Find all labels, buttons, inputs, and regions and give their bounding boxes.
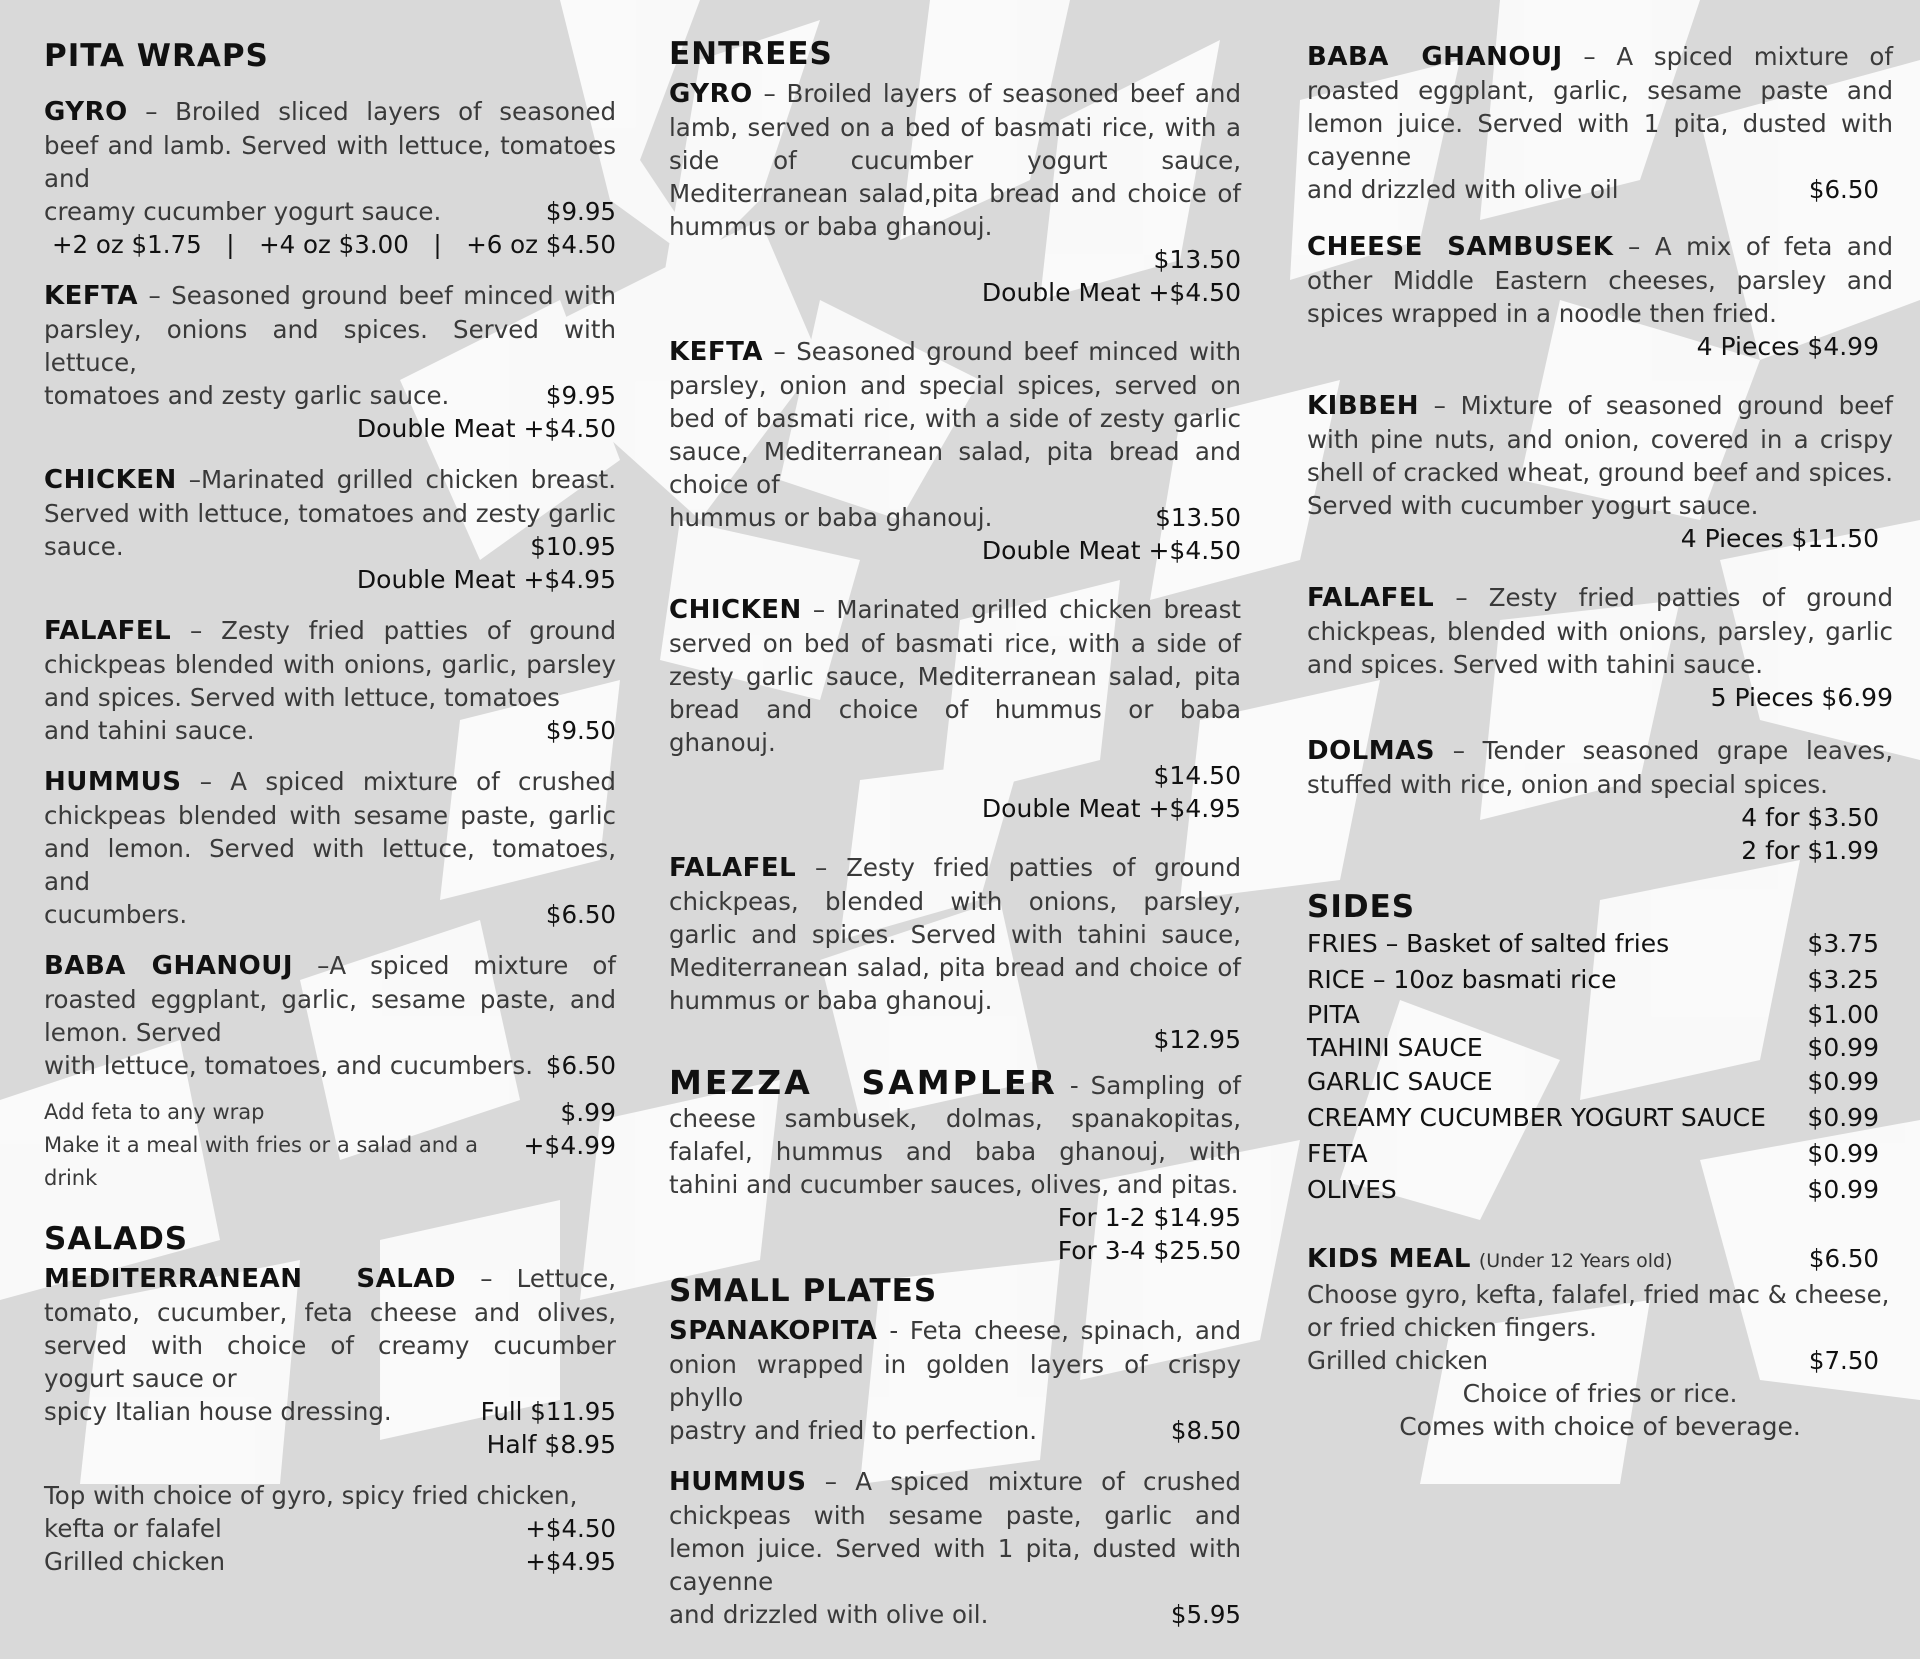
item-price: $9.95 bbox=[545, 197, 616, 227]
item-name: KEFTA bbox=[669, 337, 764, 368]
item-description-end: and drizzled with olive oil. bbox=[669, 1600, 989, 1630]
side-price: $0.99 bbox=[1807, 1139, 1879, 1169]
list-item bbox=[1307, 1064, 1893, 1100]
price-for-3-4: For 3-4 $25.50 bbox=[1057, 1236, 1241, 1266]
menu-item-spanakopita bbox=[669, 1314, 1241, 1447]
side-price: $0.99 bbox=[1807, 1067, 1879, 1097]
price-2-pieces: 2 for $1.99 bbox=[1741, 836, 1879, 865]
menu-item-falafel-plate bbox=[1307, 581, 1893, 714]
item-description-end: cucumbers. bbox=[44, 900, 188, 930]
side-name: GARLIC SAUCE bbox=[1307, 1067, 1493, 1097]
item-description: – A spiced mixture of roasted eggplant, garlic, sesame paste and lemon juice. Served with 1 pita, dusted with cayenne bbox=[1307, 42, 1893, 171]
meat-size-options bbox=[44, 228, 616, 261]
item-description: – Seasoned ground beef minced with parsley, onions and spices. Served with lettuce, bbox=[44, 281, 616, 378]
side-price: $0.99 bbox=[1807, 1175, 1879, 1205]
menu-item-chicken-wrap bbox=[44, 463, 616, 596]
menu-item-falafel-entree bbox=[669, 851, 1241, 1056]
item-name: FALAFEL bbox=[1307, 583, 1435, 613]
menu-item-falafel-wrap bbox=[44, 614, 616, 747]
item-description: – A spiced mixture of crushed chickpeas with sesame paste, garlic and lemon juice. Served with 1 pita, dusted with cayenne bbox=[669, 1467, 1241, 1597]
double-meat-price: Double Meat +$4.95 bbox=[356, 565, 616, 595]
menu-item-gyro-entree bbox=[669, 77, 1241, 309]
side-name: FRIES – Basket of salted fries bbox=[1307, 929, 1670, 959]
item-description: – Broiled layers of seasoned beef and lamb, served on a bed of basmati rice, with a side of cucumber yogurt sauce, Mediterranean salad,pita bread and choice of hummus or baba ghanouj. bbox=[669, 79, 1241, 242]
half-price: Half $8.95 bbox=[486, 1430, 616, 1460]
item-name: KEFTA bbox=[44, 281, 139, 312]
kids-meal-description: Choose gyro, kefta, falafel, fried mac & cheese, or fried chicken fingers. bbox=[1307, 1280, 1890, 1343]
item-price: $14.50 bbox=[1153, 761, 1241, 791]
item-price: $6.50 bbox=[545, 1051, 616, 1081]
item-price: 4 Pieces $11.50 bbox=[1680, 524, 1879, 553]
item-description-end: creamy cucumber yogurt sauce. bbox=[44, 197, 442, 227]
menu-item-kefta-wrap bbox=[44, 279, 616, 445]
item-name: CHICKEN bbox=[669, 595, 802, 626]
salads-heading: SALADS bbox=[44, 1221, 189, 1258]
column-left bbox=[44, 38, 616, 1578]
item-description: - Sampling of cheese sambusek, dolmas, spanakopitas, falafel, hummus and baba ghanouj, with tahini and cucumber sauces, olives, and pitas. bbox=[669, 1071, 1241, 1200]
side-price: $0.99 bbox=[1807, 1033, 1879, 1063]
side-price: $0.99 bbox=[1807, 1103, 1879, 1133]
list-item bbox=[1307, 1031, 1893, 1064]
item-description: – Broiled sliced layers of seasoned beef and lamb. Served with lettuce, tomatoes and bbox=[44, 97, 616, 194]
item-description: – Lettuce, tomato, cucumber, feta cheese and olives, served with choice of creamy cucumber yogurt sauce or bbox=[44, 1264, 616, 1394]
addon-feta bbox=[44, 1096, 616, 1129]
item-name: BABA GHANOUJ bbox=[44, 951, 294, 982]
item-description-end: with lettuce, tomatoes, and cucumbers. bbox=[44, 1051, 533, 1081]
side-name: OLIVES bbox=[1307, 1175, 1397, 1205]
item-description: –Marinated grilled chicken breast. Served with lettuce, tomatoes and zesty garlic bbox=[44, 465, 617, 529]
item-description: – A mix of feta and other Middle Eastern cheeses, parsley and spices wrapped in a noodle then fried. bbox=[1307, 232, 1893, 328]
kids-beverage-note: Comes with choice of beverage. bbox=[1399, 1412, 1801, 1442]
kids-age-note: (Under 12 Years old) bbox=[1478, 1250, 1673, 1273]
double-meat-price: Double Meat +$4.50 bbox=[981, 536, 1241, 566]
size-option: +6 oz $4.50 bbox=[466, 230, 616, 260]
salad-topping-note bbox=[44, 1479, 616, 1512]
item-description-end: and tahini sauce. bbox=[44, 716, 255, 746]
separator: | bbox=[226, 230, 235, 260]
double-meat-price: Double Meat +$4.50 bbox=[981, 278, 1241, 308]
list-item bbox=[1307, 1136, 1893, 1172]
item-name: MEZZA SAMPLER bbox=[669, 1063, 1058, 1103]
size-option: +2 oz $1.75 bbox=[52, 230, 202, 260]
side-name: PITA bbox=[1307, 1000, 1360, 1030]
kids-meal-price: $6.50 bbox=[1808, 1244, 1879, 1274]
list-item bbox=[1307, 998, 1893, 1031]
item-price: $12.95 bbox=[1153, 1025, 1241, 1055]
item-description-end: sauce. bbox=[44, 532, 124, 562]
item-description-end: pastry and fried to perfection. bbox=[669, 1416, 1038, 1446]
item-price: $9.50 bbox=[545, 716, 616, 746]
menu-item-hummus-wrap bbox=[44, 765, 616, 931]
menu-item-kibbeh bbox=[1307, 389, 1893, 555]
list-item bbox=[1307, 1172, 1893, 1208]
item-name: GYRO bbox=[669, 79, 753, 110]
item-description: –A spiced mixture of roasted eggplant, garlic, sesame paste, and lemon. Served bbox=[44, 951, 616, 1048]
addon-price: +$4.99 bbox=[523, 1131, 616, 1161]
item-price: $6.50 bbox=[1808, 175, 1879, 204]
salad-topping-option bbox=[44, 1512, 616, 1545]
side-name: FETA bbox=[1307, 1139, 1368, 1169]
entrees-heading: ENTREES bbox=[669, 36, 833, 72]
menu-item-chicken-entree bbox=[669, 593, 1241, 825]
item-price: $9.95 bbox=[545, 381, 616, 411]
item-description: – Zesty fried patties of ground chickpeas, blended with onions, parsley, garlic and spices. Served with tahini sauce, Mediterranean salad, pita bread and choice of hummus or baba ghanouj. bbox=[669, 853, 1241, 1016]
item-name: SPANAKOPITA bbox=[669, 1316, 878, 1347]
full-price: Full $11.95 bbox=[480, 1397, 616, 1427]
item-description: - Feta cheese, spinach, and onion wrapped in golden layers of crispy phyllo bbox=[669, 1316, 1241, 1413]
side-price: $3.25 bbox=[1807, 965, 1879, 995]
kids-side-note: Choice of fries or rice. bbox=[1462, 1379, 1738, 1409]
side-price: $3.75 bbox=[1807, 929, 1879, 959]
menu-item-cheese-sambusek bbox=[1307, 230, 1893, 363]
topping-text: Grilled chicken bbox=[44, 1547, 226, 1577]
item-description: – Tender seasoned grape leaves, stuffed with rice, onion and special spices. bbox=[1307, 736, 1893, 799]
menu-item-mediterranean-salad bbox=[44, 1262, 616, 1461]
item-description-end: and drizzled with olive oil bbox=[1307, 175, 1619, 204]
side-name: TAHINI SAUCE bbox=[1307, 1033, 1483, 1063]
sides-heading: SIDES bbox=[1307, 889, 1416, 925]
menu-item-gyro-wrap bbox=[44, 95, 616, 261]
menu-item-kefta-entree bbox=[669, 335, 1241, 567]
side-name: RICE – 10oz basmati rice bbox=[1307, 965, 1617, 995]
item-description: – Marinated grilled chicken breast served on bed of basmati rice, with a side of zesty garlic sauce, Mediterranean salad, pita bread and choice of hummus or baba ghanouj. bbox=[669, 595, 1241, 758]
item-name: HUMMUS bbox=[44, 767, 182, 798]
item-price: $6.50 bbox=[545, 900, 616, 930]
topping-price: +$4.50 bbox=[525, 1514, 616, 1544]
item-name: HUMMUS bbox=[669, 1467, 807, 1498]
item-name: GYRO bbox=[44, 97, 128, 128]
item-description: – Zesty fried patties of ground chickpeas blended with onions, garlic, parsley and spices. Served with lettuce, tomatoes bbox=[44, 616, 616, 713]
double-meat-price: Double Meat +$4.50 bbox=[356, 414, 616, 444]
sides-list bbox=[1307, 926, 1893, 1208]
addon-text: Make it a meal with fries or a salad and a drink bbox=[44, 1133, 478, 1191]
item-name: FALAFEL bbox=[669, 853, 797, 884]
item-name: CHEESE SAMBUSEK bbox=[1307, 232, 1614, 262]
menu-item-hummus-plate bbox=[669, 1465, 1241, 1631]
item-price: 5 Pieces $6.99 bbox=[1710, 683, 1893, 712]
topping-text: Top with choice of gyro, spicy fried chicken, bbox=[44, 1481, 578, 1511]
salad-topping-option bbox=[44, 1545, 616, 1578]
side-name: CREAMY CUCUMBER YOGURT SAUCE bbox=[1307, 1103, 1766, 1133]
list-item bbox=[1307, 1100, 1893, 1136]
item-description: – Seasoned ground beef minced with parsley, onion and special spices, served on bed of basmati rice, with a side of zesty garlic sauce, Mediterranean salad, pita bread and choice of bbox=[669, 337, 1241, 500]
item-description-end: spicy Italian house dressing. bbox=[44, 1397, 392, 1427]
column-right bbox=[1307, 40, 1893, 1443]
item-description-end: hummus or baba ghanouj. bbox=[669, 503, 993, 533]
addon-text: Add feta to any wrap bbox=[44, 1100, 265, 1125]
kids-grilled-price: $7.50 bbox=[1808, 1346, 1879, 1376]
addon-meal bbox=[44, 1129, 616, 1195]
separator: | bbox=[433, 230, 442, 260]
menu-item-mezza-sampler bbox=[669, 1063, 1241, 1267]
item-name: BABA GHANOUJ bbox=[1307, 42, 1563, 72]
item-name: FALAFEL bbox=[44, 616, 172, 647]
item-price: $13.50 bbox=[1155, 503, 1241, 533]
menu-item-baba-ghanouj-plate bbox=[1307, 40, 1893, 206]
double-meat-price: Double Meat +$4.95 bbox=[981, 794, 1241, 824]
item-price: $8.50 bbox=[1170, 1416, 1241, 1446]
item-price: $5.95 bbox=[1170, 1600, 1241, 1630]
side-price: $1.00 bbox=[1807, 1000, 1879, 1030]
item-description: – A spiced mixture of crushed chickpeas blended with sesame paste, garlic and lemon. Served with lettuce, tomatoes, and bbox=[44, 767, 616, 897]
item-description: – Zesty fried patties of ground chickpeas, blended with onions, parsley, garlic and spices. Served with tahini sauce. bbox=[1307, 583, 1893, 679]
list-item bbox=[1307, 962, 1893, 998]
topping-price: +$4.95 bbox=[525, 1547, 616, 1577]
list-item bbox=[1307, 926, 1893, 962]
item-description: – Mixture of seasoned ground beef with pine nuts, and onion, covered in a crispy shell of cracked wheat, ground beef and spices. Served with cucumber yogurt sauce. bbox=[1307, 391, 1893, 520]
item-price: 4 Pieces $4.99 bbox=[1696, 332, 1879, 361]
column-middle bbox=[669, 36, 1241, 1659]
topping-text: kefta or falafel bbox=[44, 1514, 222, 1544]
item-name: KIBBEH bbox=[1307, 391, 1419, 421]
kids-meal-title: KIDS MEAL bbox=[1307, 1244, 1472, 1275]
item-price: $10.95 bbox=[530, 532, 616, 562]
kids-grilled-chicken: Grilled chicken bbox=[1307, 1346, 1489, 1376]
item-name: DOLMAS bbox=[1307, 736, 1435, 766]
small-plates-heading: SMALL PLATES bbox=[669, 1273, 938, 1310]
size-option: +4 oz $3.00 bbox=[259, 230, 409, 260]
menu-item-baba-ghanouj-wrap bbox=[44, 949, 616, 1082]
item-description-end: tomatoes and zesty garlic sauce. bbox=[44, 381, 450, 411]
price-for-1-2: For 1-2 $14.95 bbox=[1057, 1203, 1241, 1233]
kids-meal bbox=[1307, 1242, 1893, 1443]
menu-item-dolmas bbox=[1307, 734, 1893, 867]
item-name: CHICKEN bbox=[44, 465, 177, 496]
item-name: MEDITERRANEAN SALAD bbox=[44, 1264, 457, 1295]
addon-price: $.99 bbox=[560, 1098, 616, 1128]
pita-wraps-heading: PITA WRAPS bbox=[44, 38, 269, 74]
price-4-pieces: 4 for $3.50 bbox=[1741, 803, 1879, 832]
item-price: $13.50 bbox=[1153, 245, 1241, 275]
